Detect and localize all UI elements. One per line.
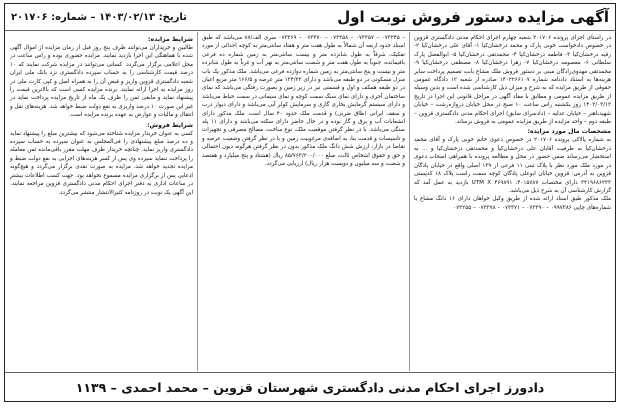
intro-paragraph: در راستای اجرای پرونده ۲۰۱۷۰۶ شعبه چهارم اجرای احکام مدنی دادگستری قزوین در خصوص دادخواست خوبی پارک و محمد درخشان‌کیا ۱- آقای علی درخشان‌کیا ۲- رقیه درخشان‌کیا ۳- فاطمه درخشان‌کیا ۴- محمدتقی درخشان‌کیا ۵- ابوالفضل پارک سلطانی ۶- معصومه درخشان‌کیا ۷- زهرا درخشان‌کیا ۸- مصطفی درخشان‌کیا ۹- محمدتقی مهدوی‌زادگان مبنی بر دستور فروش ملک مشاع بابت تصمیم پرداخت سایر هزینه‌ها به استناد دادنامه شماره ۱۴۰۲۲۶۶۱۰۷ صادره از شعبه ۱۲ دادگاه عمومی حقوقی از طریق مزایده که به شرح و میزان ذیل کارشناسی شده است و بدین وسیله از طریق مزایده عمومی و مطابق با مفاد آگهی در مراحل قانونی این اجرا در تاریخ ۱۴۰۳/۰۳/۱۳ روز یکشنبه راس ساعت ۱۰ صبح در محل خیابان دروازه‌رشت – خیابان شهیدباهنر – خیابان عدلیه – (دادسرای سابق) اجرای احکام مدنی دادگستری قزوین – طبقه دوم – واحد مزایده از طریق مزایده عمومی به فروش برساند. <box>414 35 612 126</box>
registration-numbers: ملک مذکور طبق اسناد ارائه شده از طریق وکیل خواهان دارای ۱۶ دانگ مشاع با شماره‌های چاپی ۰۹۹۷۳۸۶ – ۰۷۳۳۹۰ – ۰۷۳۳۷۱ – ۰۷۳۳۷۸ – ۰۷۳۲۵۵ <box>414 196 611 211</box>
column-right <box>409 32 615 371</box>
notice-header <box>5 4 615 31</box>
signature-line: دادورز اجرای احکام مدنی دادگستری شهرستان قزوین – محمد احمدی – ۱۱۳۹ <box>5 372 615 401</box>
property-details: – ۰۷۳۳۴۵ – ۰۷۳۳۵۷ – ۰۷۳۳۵۸ – ۰۷۳۳۷۰ – ۰۷۳۳۶۹ سری الف/۸۷ می‌باشد که طبق اسناد حدود اربعه آن شمالاً به طول هفت متر و هفتاد سانتی‌متر به کوچه احداثی از مورد تفکیک، شرقاً به طول شانزده متر و بیست سانتی‌متر به زمین شماره ده فرعی باقیمانده، جنوباً به طول هفت متر و شصت سانتی‌متر به نهر آب و غرباً به طول شانزده متر و بیست و پنج سانتی‌متر به زمین شماره دوازده فرعی می‌باشد. ملک مذکور یک باب منزل مسکونی در دو طبقه می‌باشد و دارای ۱۲۴/۲۲ متر عرصه و ۱۶۶/۵ متر مربع اعیان در دو طبقه همکف و اول و قسمتی نیز در زیر زمین و بصورت رفتگی می‌باشد که نمای ساختمان آجری و دارای نمای سنگ سمت کوچه و نمای سیمانی در سمت حیاط می‌باشد و دارای سیستم گرمایش بخاری گازی و سرمایش کولر آبی می‌باشد و دارای دیوار درب و سقف ایرانی (طاق ضربی) و قدمت ملک حدود ۴۰ سال است. ملک مذکور دارای انشعابات آب و برق و گاز بوده و در حال حاضر دارای سکنه می‌باشد و دارای ۱۱ پله سنگی می‌باشد. با در نظر گرفتن موقعیت ملک، نوع ساخت، مصالح مصرفی و تجهیزات و تاسیسات و قدمت بنا، به اضافه‌ی مرغوبیت زمین و با در نظر گرفتن وضعیت عرضه و تقاضا در بازار، ارزش شش دانگ ملک مذکور بدون در نظر گرفتن هرگونه دیون احتمالی و حق و حقوق اشخاص ثالث، مبلغ ۸۵/۷۶۳/۲۰۰/۰۰۰ ریال (هشتاد و پنج میلیارد و هفتصد و شصت و سه میلیون و دویست هزار ریال) ارزیابی می‌گردد. <box>202 35 406 168</box>
auction-terms-heading: شرایط مزایده: <box>148 36 193 43</box>
date-and-number: تاریخ: ۱۴۰۳/۰۲/۱۳ – شماره: ۲۰۱۷۰۶ <box>11 11 187 23</box>
column-middle <box>197 32 409 371</box>
property-description: به شماره پالاکی پرونده ۲۰۱۷۰۶ در خصوص دعوی خانم خوبی پارک و آقای محمد درخشان‌کیا به طرفیت آقایان علی درخشان‌کیا و محمدتقی درخشان‌کیا و ... به استحضار می‌رساند ضمن حضور در محل و مطالعه پرونده با همراهی اصحاب دعوی در مورد ملک مورد نظر با پلاک ثبتی ۱۱ فرعی از ۱۳۹ اصلی واقع در خیابان پادگان قزوین به آدرس: قزوین خیابان ابوعلی پادگان کوچه سمت راست پلاک ۱۸ کدپستی ۳۴۱۹۶۸۶۳۳۳ دارای مختصات ۴۰۱۵۷۸۷، ۴۶۹۸۹۱ UTM X بازدید به عمل آمد که گزارش کارشناسی آن به شرح ذیل می‌باشد. <box>414 137 611 194</box>
notice-title: آگهی مزایده دستور فروش نوبت اول <box>337 8 609 26</box>
notice-columns <box>5 32 615 371</box>
sale-terms: کسی به عنوان خریدار مزایده شناخته می‌شود که بیشترین مبلغ را پیشنهاد نماید و ده درصد مبلغ پیشنهادی را فی‌المجلس به عنوان سپرده به حساب سپرده دادگستری واریز نماید. چنانچه خریدار ظرف مهلت مقرر باقی‌مانده ثمن معامله را پرداخت ننماید سپرده وی پس از کسر هزینه‌های اجرایی به نفع دولت ضبط و مزایده تجدید خواهد شد. مزایده به صورت نقدی برگزار می‌گردد و هیچ‌گونه ادعایی پس از برگزاری مزایده مسموع نخواهد بود. جهت کسب اطلاعات بیشتر در ساعات اداری به دفتر اجرای احکام مدنی دادگستری قزوین مراجعه نمایند. این آگهی یک نوبت در روزنامه کثیرالانتشار منتشر می‌گردد. <box>10 130 193 196</box>
property-spec-heading: مشخصات مال مورد مزایده: <box>527 128 611 136</box>
sale-terms-heading: شرایط فروش: <box>147 121 193 129</box>
auction-terms: طالبین و خریداران می‌توانند ظرف پنج روز قبل از زمان مزایده از اموال آگهی شده با هماهنگی این اجرا بازدید نمایند. مزایده حضوری بوده و راس ساعت در محل اعلامی برگزار می‌گردد. کسانی می‌توانند در مزایده شرکت نمایند که ۱۰ درصد قیمت کارشناسی را به حساب سپرده دادگستری نزد بانک ملی ایران شعبه دادگستری قزوین واریز و قبض آن را به همراه اصل و کپی کارت ملی در روز مزایده به اجرا ارائه نمایند. برنده مزایده کسی است که بالاترین قیمت را پیشنهاد نماید و مابقی ثمن را ظرف یک ماه از تاریخ مزایده پرداخت نماید در غیر این صورت ۱۰ درصد واریزی به نفع دولت ضبط خواهد شد. هزینه‌های نقل و انتقال و مالیات و عوارض به عهده برنده مزایده است. <box>10 45 193 119</box>
column-left <box>6 32 197 371</box>
auction-notice <box>4 3 616 402</box>
